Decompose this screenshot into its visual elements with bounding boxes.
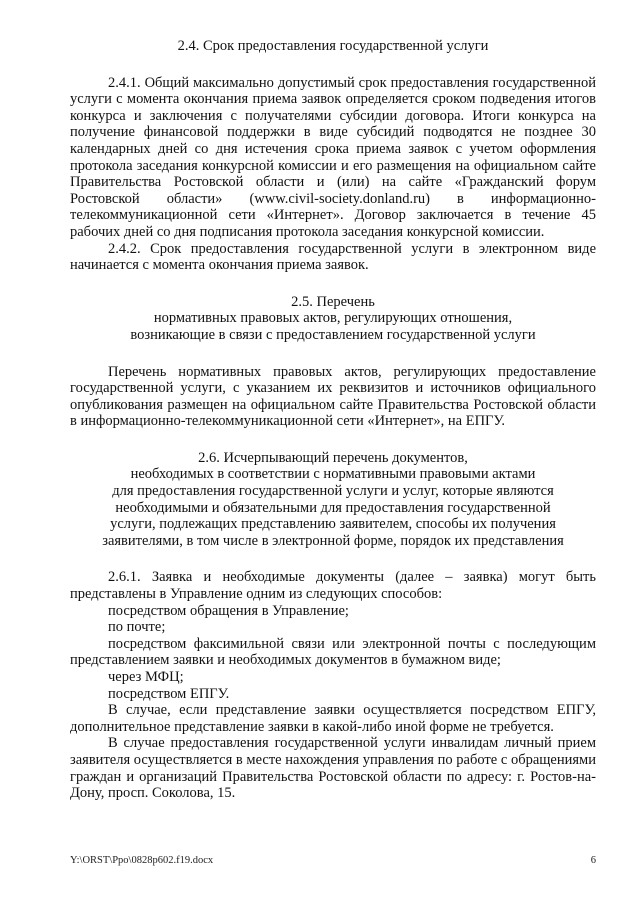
footer-file-path: Y:\ORST\Ppo\0828p602.f19.docx: [70, 855, 214, 866]
paragraph-2-4-1: 2.4.1. Общий максимально допустимый срок предоставления государственной услуги с момента окончания приема заявок определяется сроком подведения итогов конкурса и заключения с получателями субсидии договора. Итоги конкурса на получение финансовой поддержки в виде субсидий подводятся не позднее 30 календарных дней со дня истечения срока приема заявок с учетом оформления протокола заседания конкурсной комиссии и его размещения на официальном сайте Правительства Ростовской области и (или) на сайте «Гражданский форум Ростовской области» (www.civil-society.donland.ru) в информационно-телекоммуникационной сети «Интернет». Договор заключается в течение 45 рабочих дней со дня подписания протокола заседания конкурсной комиссии.: [70, 74, 596, 240]
section-2-6-heading: [70, 450, 596, 550]
section-2-5-heading: [70, 294, 596, 344]
paragraph-disabled-reception: В случае предоставления государственной услуги инвалидам личный прием заявителя осуществляется в месте нахождения управления по работе с обращениями граждан и организаций Правительства Ростовской области по адресу: г. Ростов-на-Дону, просп. Соколова, 15.: [70, 735, 596, 802]
section-2-6-heading-line: 2.6. Исчерпывающий перечень документов,: [198, 449, 468, 466]
document-body: [70, 38, 596, 802]
paragraph-2-4-2: 2.4.2. Срок предоставления государственной услуги в электронном виде начинается с момента окончания приема заявок.: [70, 240, 596, 274]
paragraph-2-5: Перечень нормативных правовых актов, регулирующих предоставление государственной услуги, с указанием их реквизитов и источников официального опубликования размещен на официальном сайте Правительства Ростовской области в информационно-телекоммуникационной сети «Интернет», на ЕПГУ.: [70, 363, 596, 430]
list-item: через МФЦ;: [108, 669, 184, 685]
section-2-6-heading-line: необходимых в соответствии с нормативными правовыми актами: [130, 466, 536, 483]
section-2-6-heading-line: услуги, подлежащих представлению заявителем, способы их получения: [110, 516, 556, 533]
section-2-6-heading-line: необходимыми и обязательными для предоставления государственной: [115, 499, 551, 516]
section-2-6-heading-line: для предоставления государственной услуги и услуг, которые являются: [112, 483, 554, 500]
section-2-5-heading-line: 2.5. Перечень: [291, 293, 375, 310]
list-item: по почте;: [108, 619, 166, 636]
paragraph-epgu: В случае, если представление заявки осуществляется посредством ЕПГУ, дополнительное представление заявки в какой-либо иной форме не требуется.: [70, 702, 596, 735]
list-item: посредством обращения в Управление;: [108, 602, 349, 619]
paragraph-2-6-1: 2.6.1. Заявка и необходимые документы (далее – заявка) могут быть представлены в Управление одним из следующих способов:: [70, 569, 596, 603]
section-2-5-heading-line: нормативных правовых актов, регулирующих отношения,: [153, 310, 513, 327]
section-2-5-heading-line: возникающие в связи с предоставлением государственной услуги: [130, 326, 536, 343]
list-item: посредством факсимильной связи или электронной почты с последующим представлением заявки и необходимых документов в бумажном виде;: [70, 635, 596, 669]
section-2-4-heading: 2.4. Срок предоставления государственной услуги: [177, 38, 489, 54]
list-item: посредством ЕПГУ.: [108, 685, 230, 702]
page-number: 6: [590, 855, 596, 866]
section-2-6-heading-line: заявителями, в том числе в электронной форме, порядок их представления: [102, 532, 564, 549]
page-footer: [70, 853, 596, 870]
